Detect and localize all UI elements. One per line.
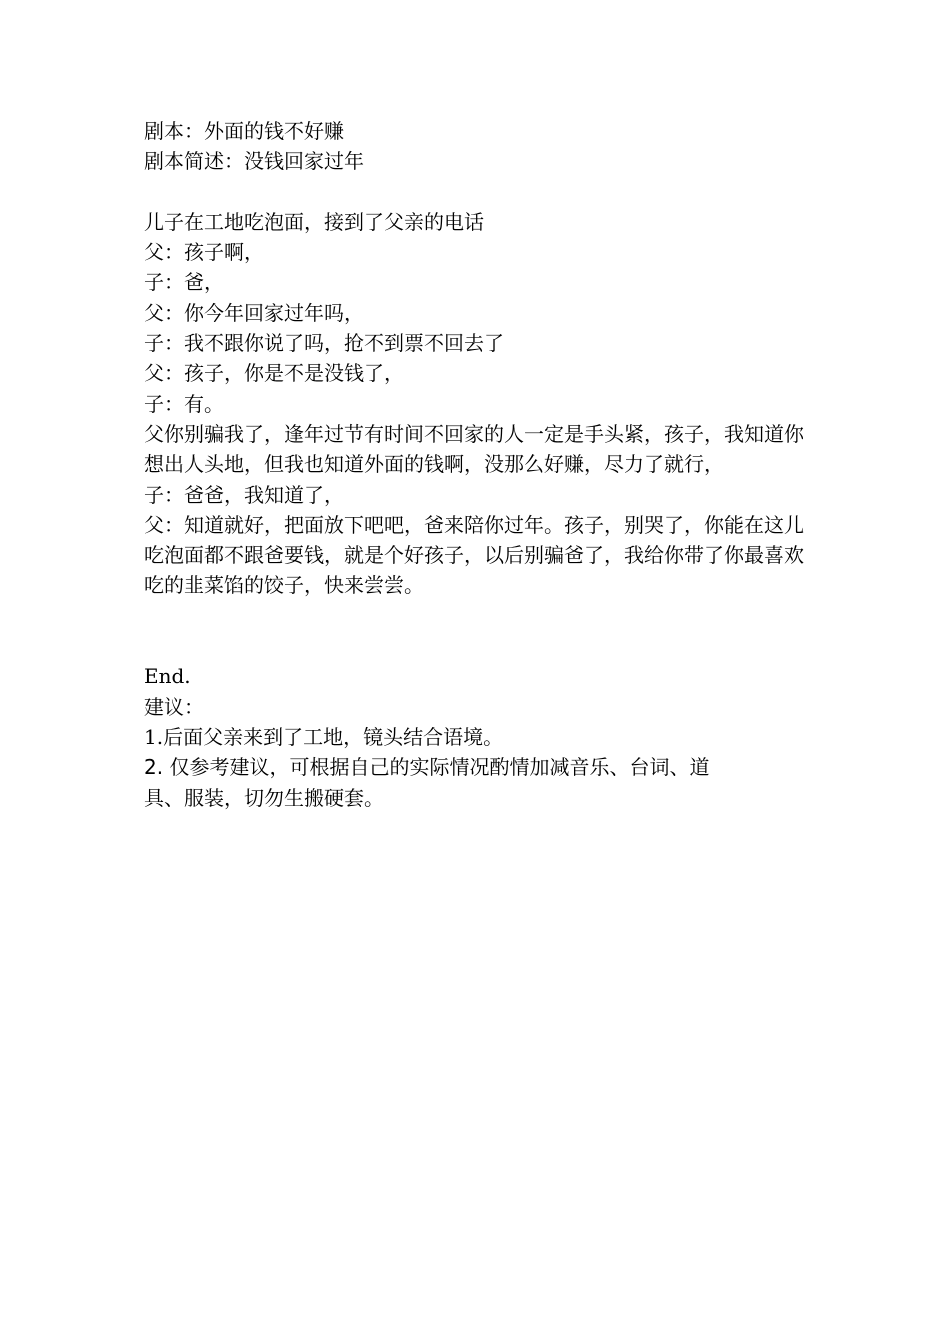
dialogue-line: 子：爸爸，我知道了， (144, 482, 344, 507)
dialogue-line: 子：我不跟你说了吗，抢不到票不回去了 (144, 331, 504, 356)
script-summary: 剧本简述：没钱回家过年 (144, 149, 364, 174)
script-title: 剧本：外面的钱不好赚 (144, 119, 344, 143)
suggestion-item: 2. 仅参考建议，可根据自己的实际情况酌情加减音乐、台词、道 (144, 755, 710, 780)
scene-description: 儿子在工地吃泡面，接到了父亲的电话 (144, 209, 484, 234)
document-body (144, 116, 804, 813)
end-marker: End. (144, 664, 191, 689)
dialogue-line: 父：孩子啊， (144, 240, 264, 265)
suggestion-item (144, 722, 804, 752)
dialogue-line: 父：孩子，你是不是没钱了， (144, 361, 404, 386)
dialogue-line: 子：有。 (144, 391, 224, 416)
suggestion-heading: 建议： (144, 694, 204, 719)
dialogue-line: 父：你今年回家过年吗， (144, 300, 364, 325)
dialogue-line: 父：知道就好，把面放下吧吧，爸来陪你过年。孩子，别哭了，你能在这儿吃泡面都不跟爸要钱，就是个好孩子，以后别骗爸了，我给你带了你最喜欢吃的韭菜馅的饺子，快来尝尝。 (144, 512, 804, 598)
blank-line (144, 177, 804, 207)
dialogue-line: 父你别骗我了，逢年过节有时间不回家的人一定是手头紧，孩子，我知道你想出人头地，但我也知道外面的钱啊，没那么好赚，尽力了就行， (144, 421, 804, 477)
suggestion-item-continued: 具、服装，切勿生搬硬套。 (144, 785, 384, 810)
dialogue-line: 子：爸， (144, 270, 224, 295)
blank-line (144, 601, 804, 662)
suggestion-text: 1.后面父亲来到了工地，镜头结合语境。 (144, 724, 504, 749)
